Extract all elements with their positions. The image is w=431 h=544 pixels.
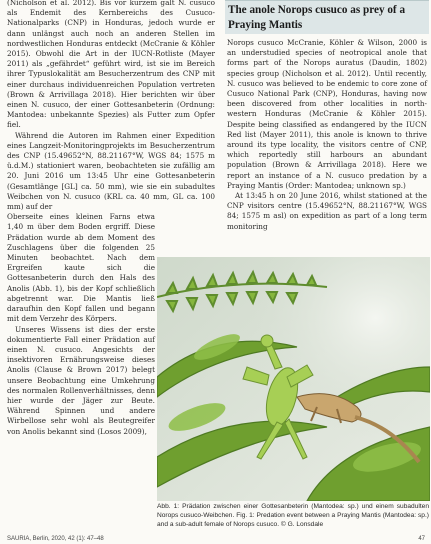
figure-caption: Abb. 1: Prädation zwischen einer Gottesanbeterin (Mantodea: sp.) und einem subadulten Norops cusuco-Weibchen. Fig. 1: Predation event between a Praying Mantis (Mantodea: sp.) and a sub-adult female of Norops cusuco. © G. Lonsdale: [157, 503, 429, 528]
english-text-column: [227, 38, 427, 232]
german-narrow-block: [7, 212, 155, 436]
article-heading-box: [225, 0, 429, 34]
english-paragraph-1: Norops cusuco McCranie, Köhler & Wilson, 2000 is an understudied species of neotropical anole that forms part of the Norops auratus (Daudin, 1802) species group (Nicholson et al. 2012). Until recently, N. cusuco was believed to be endemic to core zone of Cusuco National Park (CNP), Honduras, having now been discovered from other localities in north-western Honduras (McCranie & Köhler 2015). Despite being classified as endangered by the IUCN Red list (Mayer 2011), this anole is known to thrive around its type locality, the visitors centre of CNP, which reportedly still harbours an abundant population (Brown & Arrivillaga 2018). Here we report an instance of a N. cusuco predation by a Praying Mantis (Order: Mantodea; unknown sp.): [227, 38, 427, 190]
english-paragraph-2: At 13:45 h on 20 June 2016, whilst stationed at the CNP visitors centre (15.49652°N, 88.21167°W, WGS 84; 1575 m asl) on expedition as part of a long term monitoring: [227, 191, 427, 231]
journal-citation: SAURIA, Berlin, 2020, 42 (1): 47–48: [7, 536, 104, 542]
german-paragraph-4: Unseres Wissens ist dies der erste dokumentierte Fall einer Prädation auf einen N. cusuco. Angesichts der insektivoren Ernährungsweise dieses Anolis (Clause & Brown 2017) belegt unsere Beobachtung eine Umkehrung des normalen Rollenverhältnisses, denn hier wurde der Jäger zur Beute. Während Spinnen und andere Wirbellose sehr wohl als Beutegreifer von Anolis bekannt sind (Losos 2009),: [7, 324, 155, 436]
photo-illustration: [157, 257, 430, 501]
mantis-anole-photo: [157, 257, 430, 501]
article-title: The anole Norops cusuco as prey of a Praying Mantis: [228, 4, 406, 31]
german-paragraph-2: Während die Autoren im Rahmen einer Expedition eines Langzeit-Monitoringprojekts im Besucherzentrum des CNP (15.49652°N, 88.21167°W, WGS 84; 1575 m ü.d.M.) stationiert waren, beobachteten sie zufällig am 20. Juni 2016 um 13:45 Uhr eine Gottesanbeterin (Gesamtlänge [GL] ca. 50 mm), wie sie ein subadultes Weibchen von N. cusuco (KRL ca. 40 mm, GL ca. 100 mm) auf der: [7, 130, 215, 212]
german-paragraph-3: Oberseite eines kleinen Farns etwa 1,40 m über dem Boden ergriff. Diese Prädation wurde ab dem Moment des Zuschlagens über die folgenden 25 Minuten beobachtet. Nach dem Ergreifen kaute sich die Gottesanbeterin durch den Hals des Anolis (Abb. 1), bis der Kopf schließlich abgetrennt war. Die Mantis ließ daraufhin den Kopf fallen und begann mit dem Verzehr des Körpers.: [7, 212, 155, 324]
page-number: 47: [418, 536, 425, 542]
german-paragraph-1: (Nicholson et al. 2012). Bis vor kurzem galt N. cusuco als Endemit des Kernbereichs des Cusuco-Nationalparks (CNP) in Honduras, jedoch wurde er dann unlängst auch noch an anderen Stellen im nordwestlichen Honduras entdeckt (McCranie & Köhler 2015). Obwohl die Art in der IUCN-Rotliste (Mayer 2011) als „gefährdet“ geführt wird, ist sie im Bereich ihrer Typuslokalität am Besucherzentrum des CNP mit einer durchaus individuenreichen Population vertreten (Brown & Arrivillaga 2018). Hier berichten wir über einen N. cusuco, der einer Gottesanbeterin (Ordnung: Mantodea: unbekannte Spezies) als Futter zum Opfer fiel.: [7, 0, 215, 130]
